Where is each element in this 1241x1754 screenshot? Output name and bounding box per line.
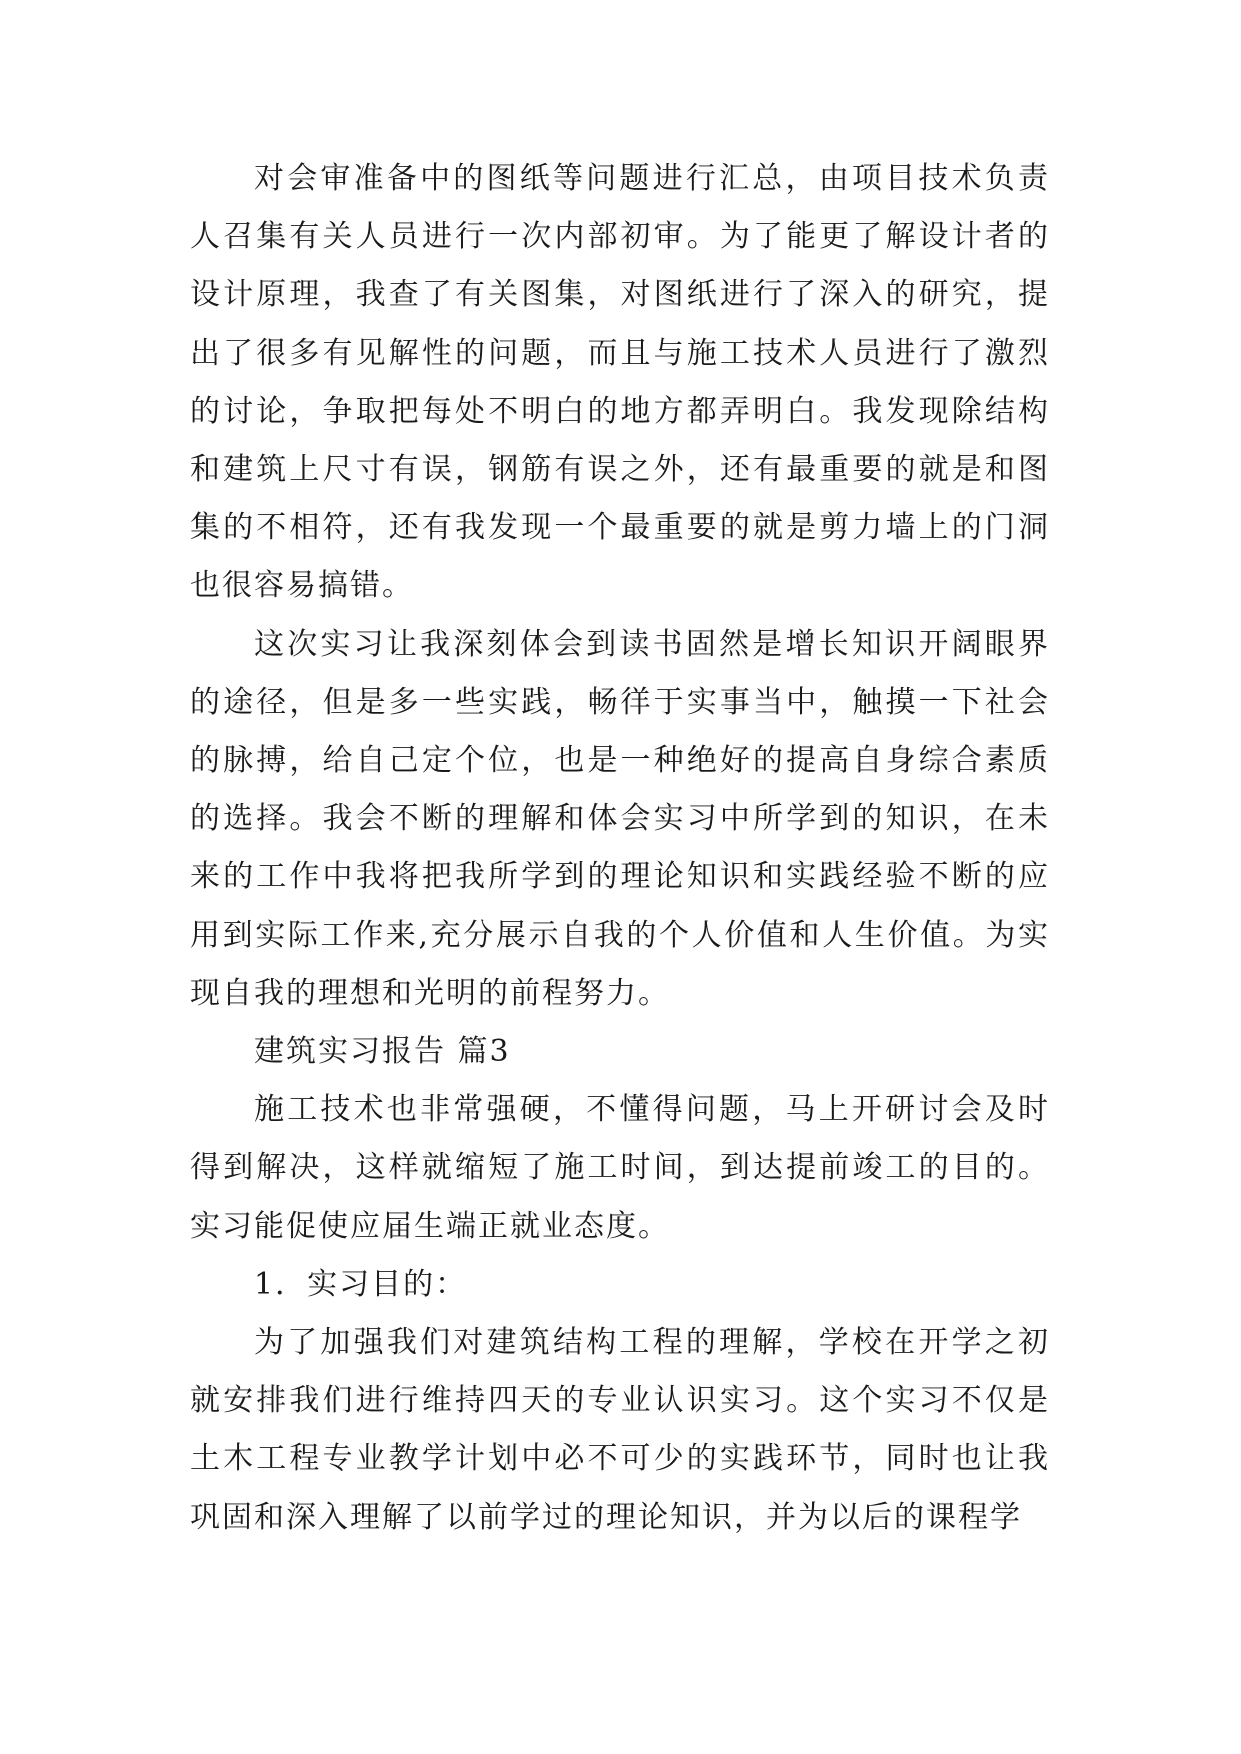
section-heading: 建筑实习报告 篇3 [254, 1034, 511, 1070]
paragraph-construction-technique: 施工技术也非常强硬，不懂得问题，马上开研讨会及时得到解决，这样就缩短了施工时间，到达提前竣工的目的。实习能促使应届生端正就业态度。 [190, 1092, 1050, 1244]
subheading-internship-purpose: 1．实习目的： [254, 1266, 468, 1302]
document-body [190, 150, 1050, 1547]
paragraph-internship-reflection: 这次实习让我深刻体会到读书固然是增长知识开阔眼界的途径，但是多一些实践，畅徉于实事当中，触摸一下社会的脉搏，给自己定个位，也是一种绝好的提高自身综合素质的选择。我会不断的理解和体会实习中所学到的知识，在未来的工作中我将把我所学到的理论知识和实践经验不断的应用到实际工作来,充分展示自我的个人价值和人生价值。为实现自我的理想和光明的前程努力。 [190, 626, 1050, 1011]
paragraph-internship-purpose: 为了加强我们对建筑结构工程的理解，学校在开学之初就安排我们进行维持四天的专业认识实习。这个实习不仅是土木工程专业教学计划中必不可少的实践环节，同时也让我巩固和深入理解了以前学过的理论知识，并为以后的课程学 [190, 1325, 1050, 1535]
paragraph-review-summary: 对会审准备中的图纸等问题进行汇总，由项目技术负责人召集有关人员进行一次内部初审。为了能更了解设计者的设计原理，我查了有关图集，对图纸进行了深入的研究，提出了很多有见解性的问题，而且与施工技术人员进行了激烈的讨论，争取把每处不明白的地方都弄明白。我发现除结构和建筑上尺寸有误，钢筋有误之外，还有最重要的就是和图集的不相符，还有我发现一个最重要的就是剪力墙上的门洞也很容易搞错。 [190, 161, 1050, 604]
